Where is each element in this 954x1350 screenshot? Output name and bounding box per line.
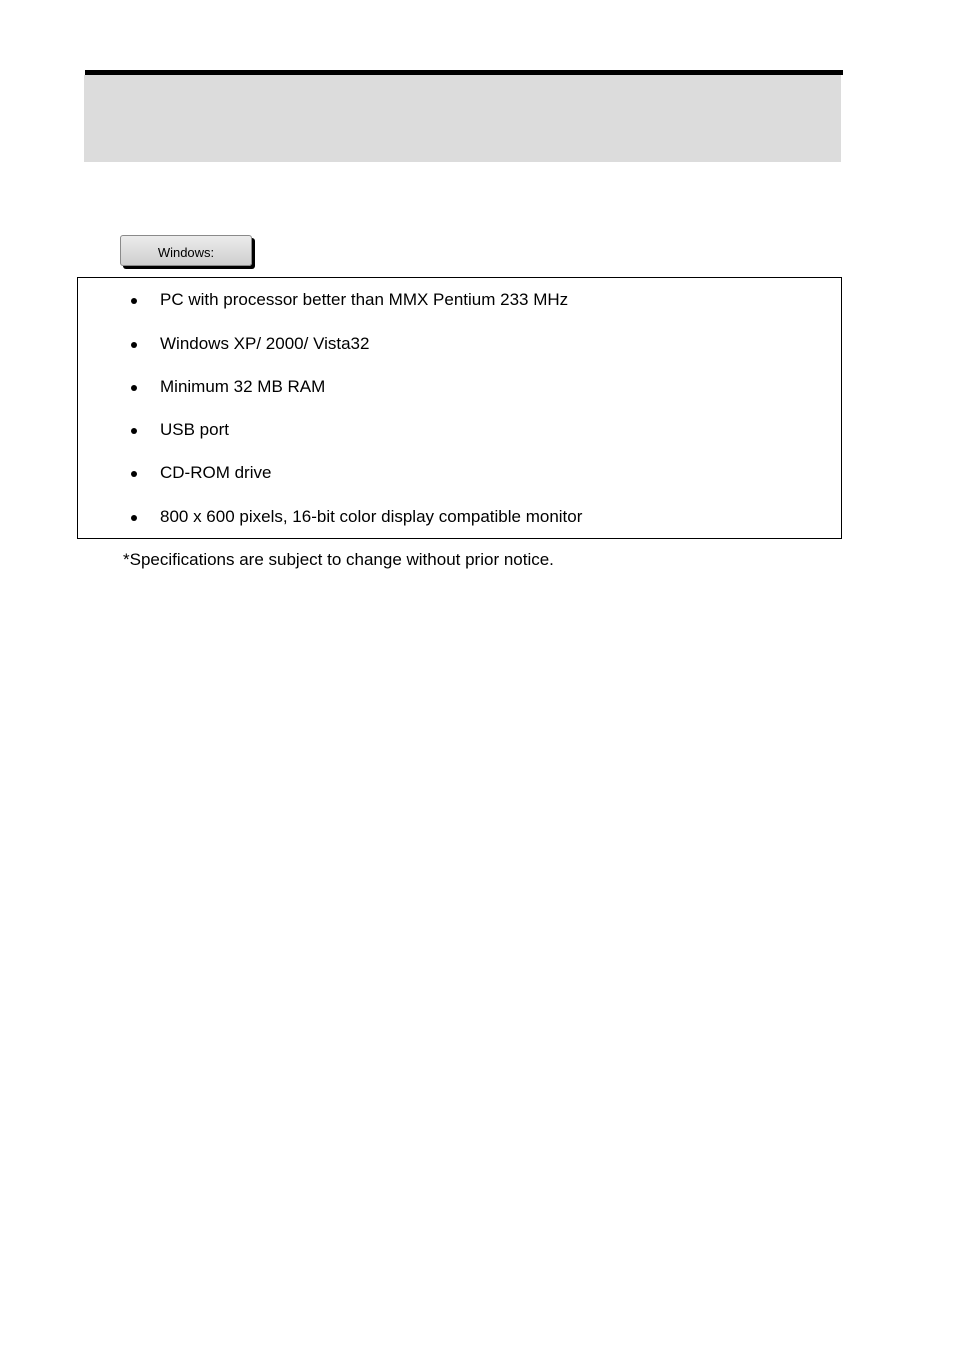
requirement-text: 800 x 600 pixels, 16-bit color display compatible monitor	[160, 507, 583, 526]
bullet-icon	[131, 515, 137, 521]
bullet-icon	[131, 342, 137, 348]
bullet-icon	[131, 471, 137, 477]
header-band	[84, 75, 841, 162]
requirement-text: Windows XP/ 2000/ Vista32	[160, 334, 370, 353]
requirement-text: USB port	[160, 420, 229, 439]
requirements-box	[77, 277, 842, 539]
requirement-text: CD-ROM drive	[160, 463, 272, 482]
bullet-icon	[131, 385, 137, 391]
specifications-footnote: *Specifications are subject to change without prior notice.	[123, 550, 554, 569]
bullet-icon	[131, 298, 137, 304]
requirement-text: Minimum 32 MB RAM	[160, 377, 326, 396]
requirement-text: PC with processor better than MMX Pentium 233 MHz	[160, 290, 569, 309]
windows-tab-label: Windows:	[120, 235, 252, 266]
bullet-icon	[131, 428, 137, 434]
